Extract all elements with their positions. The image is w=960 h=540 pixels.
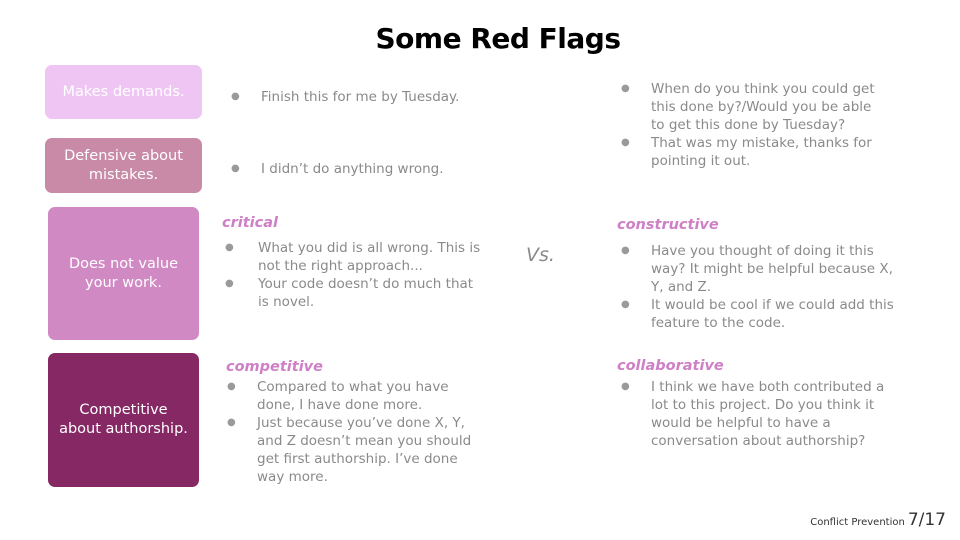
list-item: ● What you did is all wrong. This is not the right approach... [223,239,483,275]
footer-deck-name: Conflict Prevention [810,517,905,528]
mistakes-list [229,160,489,178]
versus-label: Vs. [526,244,555,266]
competitive-list [225,378,487,486]
list-item: ● Just because you’ve done X, Y, and Z doesn’t mean you should get first authorship. I’ve done way more. [225,414,487,486]
box-competitive: Competitive about authorship. [48,353,199,487]
slide-footer [810,510,946,530]
competitive-label: competitive [226,359,323,375]
critical-list [223,239,483,311]
collaborative-label: collaborative [617,358,724,374]
critical-label: critical [222,215,278,231]
box-makes-demands: Makes demands. [45,65,202,119]
box-defensive: Defensive about mistakes. [45,138,202,193]
demands-list [229,88,489,106]
constructive-label: constructive [617,217,719,233]
alternatives-list [619,80,881,170]
list-item: ● That was my mistake, thanks for pointing it out. [619,134,881,170]
list-item: ● It would be cool if we could add this feature to the code. [619,296,895,332]
list-item: ● Compared to what you have done, I have done more. [225,378,487,414]
box-not-value-work: Does not value your work. [48,207,199,340]
list-item: ● I think we have both contributed a lot to this project. Do you think it would be helpful to have a conversation about authorship? [619,378,889,450]
list-item: ● Your code doesn’t do much that is novel. [223,275,483,311]
list-item: ● I didn’t do anything wrong. [229,160,489,178]
list-item: ● When do you think you could get this done by?/Would you be able to get this done by Tuesday? [619,80,881,134]
constructive-list [619,242,895,332]
page-number: 7/17 [907,510,946,530]
slide-title: Some Red Flags [375,22,621,55]
collaborative-list [619,378,889,450]
list-item: ● Finish this for me by Tuesday. [229,88,489,106]
list-item: ● Have you thought of doing it this way? It might be helpful because X, Y, and Z. [619,242,895,296]
